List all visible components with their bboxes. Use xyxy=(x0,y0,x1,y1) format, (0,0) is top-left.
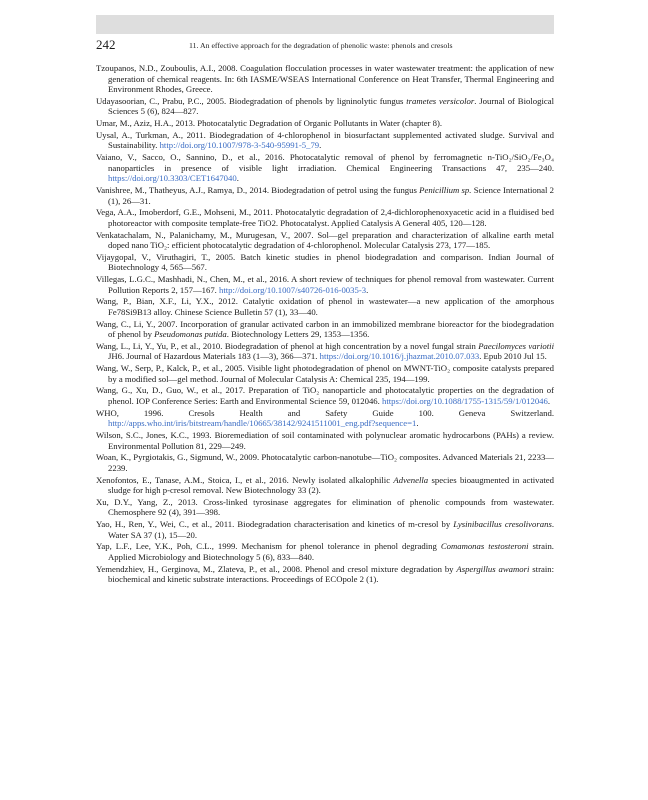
reference-text: . xyxy=(416,418,419,429)
reference-text: Science International 2 (1), 26—31. xyxy=(108,184,554,206)
reference-text: Tzoupanos, N.D., Zouboulis, A.I., 2008. Coagulation flocculation processes in water wastewater treatment: the application of new generation of chemical reagents. In: 6th IASME/WSEAS International Conference on Heat Transfer, Thermal Engineering and Environment Rhodes, Greece. xyxy=(96,63,554,95)
reference-entry xyxy=(96,152,554,184)
reference-text: Xenofontos, E., Tanase, A.M., Stoica, I., et al., 2016. Newly isolated alkalophilic xyxy=(96,474,394,485)
reference-doi-link[interactable]: http://apps.who.int/iris/bitstream/handle/10665/38142/9241511001_eng.pdf?sequence=1 xyxy=(108,418,417,429)
reference-entry xyxy=(96,519,554,540)
running-title: 11. An effective approach for the degradation of phenolic waste: phenols and cresols xyxy=(189,41,453,50)
reference-text: . Biotechnology Letters 29, 1353—1356. xyxy=(226,329,370,340)
reference-text: Xu, D.Y., Yang, Z., 2013. Cross-linked tyrosinase aggregates for elimination of phenolic compounds from wastewater. Chemosphere 92 (4), 391—398. xyxy=(96,496,554,518)
reference-italic-text: Penicillium sp. xyxy=(419,184,472,195)
reference-entry xyxy=(96,63,554,95)
reference-text: Villegas, L.G.C., Mashhadi, N., Chen, M., et al., 2016. A short review of techniques for phenol removal from wastewater. Current Pollution Reports 2, 157—167. xyxy=(96,274,554,295)
reference-text: Wilson, S.C., Jones, K.C., 1993. Bioremediation of soil contaminated with polynuclear aromatic hydrocarbons (PAHs) a review. Environmental Pollution 81, 229—249. xyxy=(96,430,554,451)
reference-text: . Water SA 37 (1), 15—20. xyxy=(108,519,554,540)
reference-text: Vega, A.A., Imoberdorf, G.E., Mohseni, M., 2011. Photocatalytic degradation of 2,4-dichlorophenoxyacetic acid in a fluidised bed photoreactor with composite template-free TiO2. Photocatalyst. Applied Catalysis A General 405, 120—128. xyxy=(96,207,554,228)
reference-text: Wang, W., Serp, P., Kalck, P., et al., 2005. Visible light photodegradation of phenol on MWNT-TiO₂ composite catalysts prepared by a modified sol—gel method. Journal of Molecular Catalysis A: Chemical 235, 194—199. xyxy=(96,363,554,384)
reference-text: . Epub 2010 Jul 15. xyxy=(479,351,547,362)
reference-italic-text: trametes versicolor xyxy=(406,95,475,106)
reference-text: . xyxy=(319,140,322,151)
reference-text: . xyxy=(236,173,239,184)
reference-entry xyxy=(96,385,554,406)
reference-italic-text: Comamonas testosteroni xyxy=(440,541,529,552)
reference-entry xyxy=(96,408,554,429)
reference-entry xyxy=(96,130,554,151)
reference-italic-text: Advenella xyxy=(393,474,429,485)
reference-italic-text: Pseudomonas putida xyxy=(154,329,227,340)
reference-text: Yemendzhiev, H., Gerginova, M., Zlateva, P., et al., 2008. Phenol and cresol mixture degradation by xyxy=(96,563,457,574)
reference-entry xyxy=(96,252,554,273)
reference-text: Venkatachalam, N., Palanichamy, M., Murugesan, V., 2007. Sol—gel preparation and characterization of alkaline earth metal doped nano TiO₂: efficient photocatalytic degradation of 4-chlorophenol. Molecular Catalysis 273, 177—185. xyxy=(96,229,554,251)
reference-text: Vaiano, V., Sacco, O., Sannino, D., et al., 2016. Photocatalytic removal of phenol by ferromagnetic n-TiO₂/SiO₂/Fe₃O₄ nanoparticles in presence of visible light irradiation. Chemical Engineering Transactions 47, 235—240. xyxy=(96,152,554,173)
reference-text: Wang, L., Li, Y., Yu, P., et al., 2010. Biodegradation of phenol at high concentration by a novel fungal strain xyxy=(96,340,479,351)
reference-text: JH6. Journal of Hazardous Materials 183 (1—3), 366—371. xyxy=(108,351,320,362)
reference-list xyxy=(96,63,554,586)
reference-entry xyxy=(96,430,554,451)
reference-text: Wang, C., Li, Y., 2007. Incorporation of granular activated carbon in an immobilized membrane bioreactor for the biodegradation of phenol by xyxy=(96,318,554,340)
reference-text: Umar, M., Aziz, H.A., 2013. Photocatalytic Degradation of Organic Pollutants in Water (chapter 8). xyxy=(96,118,443,129)
reference-doi-link[interactable]: http://doi.org/10.1007/978-3-540-95991-5_79 xyxy=(159,140,320,151)
header-bar xyxy=(96,15,554,34)
reference-entry xyxy=(96,564,554,585)
reference-italic-text: Aspergillus awamori xyxy=(456,563,530,574)
reference-italic-text: Paecilomyces variotii xyxy=(478,340,554,351)
reference-italic-text: Lysinibacillus cresolivorans xyxy=(453,519,552,530)
reference-entry xyxy=(96,319,554,340)
page-number: 242 xyxy=(96,37,116,52)
reference-text: Yap, L.F., Lee, Y.K., Poh, C.L., 1999. Mechanism for phenol tolerance in phenol degrading xyxy=(96,541,441,552)
reference-text: species bioaugmented in activated sludge for high p-cresol removal. New Biotechnology 33 (2). xyxy=(108,474,554,496)
reference-entry xyxy=(96,118,554,129)
reference-doi-link[interactable]: http://doi.org/10.1007/s40726-016-0035-3 xyxy=(219,284,367,295)
reference-doi-link[interactable]: https://doi.org/10.3303/CET1647040 xyxy=(108,173,237,184)
reference-text: strain. Applied Microbiology and Biotechnology 5 (6), 833—840. xyxy=(108,541,554,562)
reference-doi-link[interactable]: https://doi.org/10.1088/1755-1315/59/1/012046 xyxy=(381,396,548,407)
reference-text: strain: biochemical and kinetic substrate interactions. Proceedings of ECOpole 2 (1). xyxy=(108,563,555,585)
reference-entry xyxy=(96,207,554,228)
reference-entry xyxy=(96,363,554,384)
reference-text: Wang, P., Bian, X.F., Li, Y.X., 2012. Catalytic oxidation of phenol in wastewater—a new application of the amorphous Fe78Si9B13 alloy. Chinese Science Bulletin 57 (1), 33—40. xyxy=(96,296,554,317)
reference-text: Yao, H., Ren, Y., Wei, C., et al., 2011. Biodegradation characterisation and kinetics of m-cresol by xyxy=(96,519,454,530)
reference-text: WHO, 1996. Cresols Health and Safety Guide 100. Geneva Switzerland. xyxy=(96,407,554,418)
reference-text: Udayasoorian, C., Prabu, P.C., 2005. Biodegradation of phenols by ligninolytic fungus xyxy=(96,95,407,106)
reference-entry xyxy=(96,96,554,117)
reference-entry xyxy=(96,452,554,473)
reference-text: Uysal, A., Turkman, A., 2011. Biodegradation of 4-chlorophenol in biosurfactant supplemented activated sludge. Survival and Sustainability. xyxy=(96,129,554,151)
reference-text: . xyxy=(547,396,551,407)
reference-text: Vanishree, M., Thatheyus, A.J., Ramya, D., 2014. Biodegradation of petrol using the fungus xyxy=(96,184,420,195)
reference-entry xyxy=(96,274,554,295)
reference-entry xyxy=(96,341,554,362)
reference-text: . Journal of Biological Sciences 5 (6), 824—827. xyxy=(108,95,554,117)
reference-entry xyxy=(96,541,554,562)
reference-entry xyxy=(96,185,554,206)
reference-text: Vijaygopal, V., Viruthagiri, T., 2005. Batch kinetic studies in phenol biodegradation and comparison. Indian Journal of Biotechnology 4, 565—567. xyxy=(96,251,554,273)
reference-entry xyxy=(96,230,554,251)
reference-entry xyxy=(96,475,554,496)
reference-text: Wang, G., Xu, D., Guo, W., et al., 2017. Preparation of TiO₂ nanoparticle and photocatalytic properties on the degradation of phenol. IOP Conference Series: Earth and Environmental Science 59, 012046. xyxy=(96,385,554,407)
reference-text: Woan, K., Pyrgiotakis, G., Sigmund, W., 2009. Photocatalytic carbon-nanotube—TiO₂ composites. Advanced Materials 21, 2233—2239. xyxy=(96,452,554,473)
reference-doi-link[interactable]: https://doi.org/10.1016/j.jhazmat.2010.07.033 xyxy=(319,351,480,362)
reference-entry xyxy=(96,497,554,518)
reference-entry xyxy=(96,296,554,317)
reference-text: . xyxy=(366,284,369,295)
